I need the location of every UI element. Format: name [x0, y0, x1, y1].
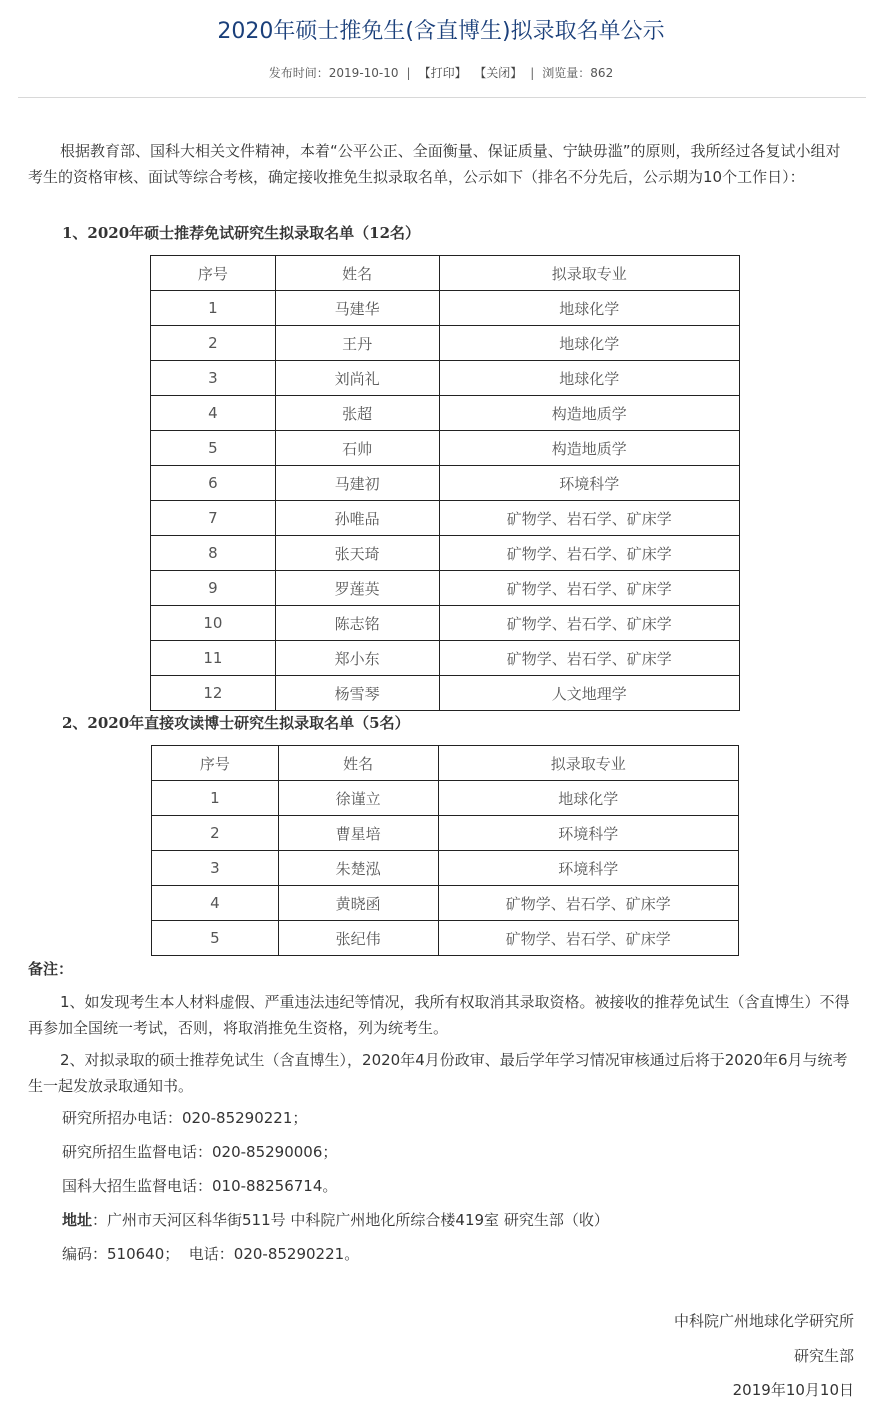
row-number: 4	[152, 886, 279, 921]
row-number: 2	[151, 326, 276, 361]
major-name: 矿物学、岩石学、矿床学	[439, 501, 740, 536]
student-name: 张超	[275, 396, 439, 431]
student-name: 黄晓函	[278, 886, 438, 921]
table-row	[152, 886, 739, 921]
major-name: 地球化学	[439, 361, 740, 396]
signature-dept: 研究生部	[793, 1347, 854, 1365]
table-header-row	[151, 256, 740, 291]
master-admission-table	[150, 255, 740, 711]
student-name: 徐谨立	[278, 781, 438, 816]
address-line	[62, 1207, 609, 1233]
student-name: 孙唯品	[275, 501, 439, 536]
address-label: 地址	[62, 1211, 93, 1229]
row-number: 6	[151, 466, 276, 501]
student-name: 马建初	[275, 466, 439, 501]
student-name: 杨雪琴	[275, 676, 439, 711]
major-name: 地球化学	[439, 326, 740, 361]
table-row	[151, 676, 740, 711]
section2-heading: 2、2020年直接攻读博士研究生拟录取名单（5名）	[62, 714, 410, 732]
page-title: 2020年硕士推免生(含直博生)拟录取名单公示	[217, 19, 665, 44]
row-number: 8	[151, 536, 276, 571]
address-text: ：广州市天河区科华街511号 中科院广州地化所综合楼419室 研究生部（收）	[92, 1211, 609, 1229]
signature-org: 中科院广州地球化学研究所	[673, 1312, 854, 1330]
row-number: 2	[152, 816, 279, 851]
major-name: 构造地质学	[439, 396, 740, 431]
table-row	[151, 466, 740, 501]
table-row	[151, 326, 740, 361]
article-meta: 发布时间：2019-10-10 | 【打印】 【关闭】 | 浏览量：862	[268, 66, 614, 80]
major-name: 矿物学、岩石学、矿床学	[439, 571, 740, 606]
student-name: 马建华	[275, 291, 439, 326]
signature-date: 2019年10月10日	[732, 1381, 854, 1399]
row-number: 11	[151, 641, 276, 676]
ucas-supervision-phone: 国科大招生监督电话：010-88256714。	[62, 1177, 338, 1195]
supervision-phone: 研究所招生监督电话：020-85290006；	[62, 1143, 338, 1161]
row-number: 1	[152, 781, 279, 816]
table-row	[152, 781, 739, 816]
notes-label: 备注：	[28, 960, 74, 978]
column-header: 拟录取专业	[438, 746, 739, 781]
column-header: 姓名	[278, 746, 438, 781]
close-link[interactable]: 【关闭】	[474, 66, 523, 80]
major-name: 地球化学	[438, 781, 739, 816]
table-row	[151, 291, 740, 326]
row-number: 3	[152, 851, 279, 886]
major-name: 矿物学、岩石学、矿床学	[438, 921, 739, 956]
intro-paragraph: 根据教育部、国科大相关文件精神，本着“公平公正、全面衡量、保证质量、宁缺毋滥”的原则，我所经过各复试小组对考生的资格审核、面试等综合考核，确定接收推免生拟录取名单，公示如下（排名不分先后，公示期为10个工作日）：	[28, 142, 841, 186]
major-name: 矿物学、岩石学、矿床学	[439, 536, 740, 571]
table-row	[151, 396, 740, 431]
phd-admission-table	[151, 745, 739, 956]
major-name: 人文地理学	[439, 676, 740, 711]
table-row	[151, 431, 740, 466]
table-row	[152, 921, 739, 956]
row-number: 5	[151, 431, 276, 466]
admissions-phone: 研究所招办电话：020-85290221；	[62, 1109, 308, 1127]
table-row	[151, 641, 740, 676]
student-name: 张天琦	[275, 536, 439, 571]
major-name: 环境科学	[439, 466, 740, 501]
table-row	[151, 361, 740, 396]
student-name: 石帅	[275, 431, 439, 466]
column-header: 序号	[152, 746, 279, 781]
row-number: 9	[151, 571, 276, 606]
student-name: 张纪伟	[278, 921, 438, 956]
table-row	[152, 816, 739, 851]
row-number: 3	[151, 361, 276, 396]
header-divider	[18, 97, 866, 98]
major-name: 环境科学	[438, 816, 739, 851]
row-number: 7	[151, 501, 276, 536]
table-row	[152, 851, 739, 886]
major-name: 环境科学	[438, 851, 739, 886]
major-name: 构造地质学	[439, 431, 740, 466]
student-name: 罗莲英	[275, 571, 439, 606]
row-number: 12	[151, 676, 276, 711]
table-header-row	[152, 746, 739, 781]
student-name: 陈志铭	[275, 606, 439, 641]
major-name: 矿物学、岩石学、矿床学	[439, 641, 740, 676]
view-count: 浏览量：862	[542, 66, 614, 80]
table-row	[151, 536, 740, 571]
row-number: 4	[151, 396, 276, 431]
student-name: 郑小东	[275, 641, 439, 676]
row-number: 5	[152, 921, 279, 956]
major-name: 地球化学	[439, 291, 740, 326]
note-item-1: 1、如发现考生本人材料虚假、严重违法违纪等情况，我所有权取消其录取资格。被接收的推荐免试生（含直博生）不得再参加全国统一考试，否则，将取消推免生资格，列为统考生。	[28, 993, 850, 1037]
major-name: 矿物学、岩石学、矿床学	[439, 606, 740, 641]
column-header: 拟录取专业	[439, 256, 740, 291]
column-header: 序号	[151, 256, 276, 291]
table-row	[151, 606, 740, 641]
table-row	[151, 571, 740, 606]
row-number: 10	[151, 606, 276, 641]
row-number: 1	[151, 291, 276, 326]
section1-heading: 1、2020年硕士推荐免试研究生拟录取名单（12名）	[62, 224, 421, 242]
student-name: 王丹	[275, 326, 439, 361]
publish-date: 发布时间：2019-10-10	[268, 66, 399, 80]
student-name: 曹星培	[278, 816, 438, 851]
major-name: 矿物学、岩石学、矿床学	[438, 886, 739, 921]
student-name: 朱楚泓	[278, 851, 438, 886]
note-item-2: 2、对拟录取的硕士推荐免试生（含直博生），2020年4月份政审、最后学年学习情况审核通过后将于2020年6月与统考生一起发放录取通知书。	[28, 1051, 848, 1095]
table-row	[151, 501, 740, 536]
student-name: 刘尚礼	[275, 361, 439, 396]
column-header: 姓名	[275, 256, 439, 291]
postcode-line: 编码：510640； 电话：020-85290221。	[62, 1245, 360, 1263]
print-link[interactable]: 【打印】	[418, 66, 467, 80]
